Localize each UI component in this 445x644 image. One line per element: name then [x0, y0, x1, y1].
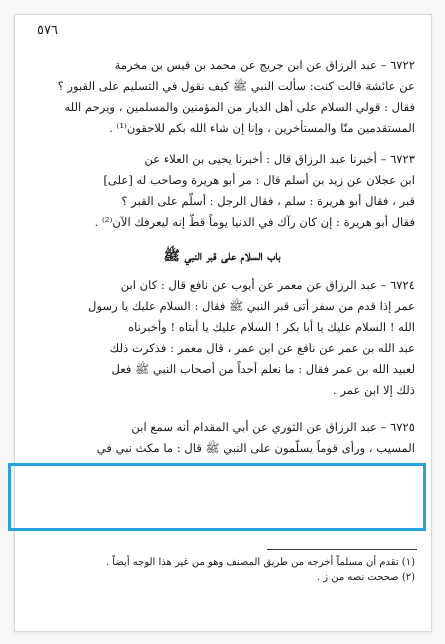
- hadith-6723: [29, 149, 415, 233]
- text-line: ٦٧٢٥ – عبد الرزاق عن الثوري عن أبي المقدام أنه سمع ابن: [131, 420, 415, 434]
- text-line: فقال : قولي السلام على أهل الديار من المؤمنين والمسلمين ، ويرحم الله: [64, 100, 415, 114]
- text-line: فقال أبو هريرة : إن كان رآك في الدنيا يوماً قطّ إنه ليعرفك الآن⁽²⁾ .: [94, 215, 415, 229]
- chapter-title: باب السلام على قبر النبي ﷺ: [163, 248, 281, 264]
- footnote-2: (٢) صححت نصه من ز .: [316, 572, 415, 583]
- text-line: المسيب ، ورأى قوماً يسلّمون على النبي ﷺ قال : ما مكث نبي في: [96, 441, 415, 455]
- text-line: ٦٧٢٣ – أخبرنا عبد الرزاق قال : أخبرنا يحيى بن العلاء عن: [144, 152, 415, 166]
- book-page: [14, 14, 432, 632]
- text-line: ٦٧٢٢ – عبد الرزاق عن ابن جريج عن محمد بن قيس بن مخرمة: [114, 58, 415, 72]
- text-line: ٦٧٢٤ – عبد الرزاق عن معمر عن أيوب عن نافع قال : كان ابن: [120, 278, 415, 292]
- text-line: لعبيد الله بن عمر فقال : ما نعلم أحداً من أصحاب النبي ﷺ فعل: [111, 362, 415, 376]
- footnote-divider: [267, 549, 417, 550]
- text-line: المستقدمين منّا والمستأخرين ، وإنا إن شاء الله بكم للاحقون⁽¹⁾ .: [109, 121, 415, 135]
- text-line: قبر ، فقال أبو هريرة : سلم ، فقال الرجل : أسلّم على القبر ؟: [121, 194, 415, 208]
- text-line: ابن عجلان عن زيد بن أسلم قال : مر أبو هريرة وصاحب له [على]: [103, 173, 415, 187]
- hadith-6724: [29, 275, 415, 401]
- hadith-6722: [29, 55, 415, 139]
- text-line: ذلك إلا ابن عمر .: [332, 383, 415, 397]
- page-number: ٥٧٦: [37, 23, 58, 38]
- text-line: عبد الله بن عمر عن نافع عن ابن عمر ، قال معمر : فذكرت ذلك: [109, 341, 415, 355]
- page-body: [29, 55, 415, 459]
- footnote-1: (١) تقدم أن مسلماً أخرجه من طريق المصنف وهو من غير هذا الوجه أيضاً .: [105, 557, 415, 568]
- footnotes: [29, 555, 415, 585]
- text-line: الله ! السلام عليك يا أبا بكر ! السلام عليك يا أبتاه ! وأخبرناه: [128, 320, 415, 334]
- hadith-6725: [29, 417, 415, 459]
- text-line: عمر إذا قدم من سفر أتى قبر النبي ﷺ فقال : السلام عليك يا رسول: [88, 299, 415, 313]
- text-line: عن عائشة قالت كنت: سألت النبي ﷺ كيف نقول في التسليم على القبور ؟: [57, 79, 415, 93]
